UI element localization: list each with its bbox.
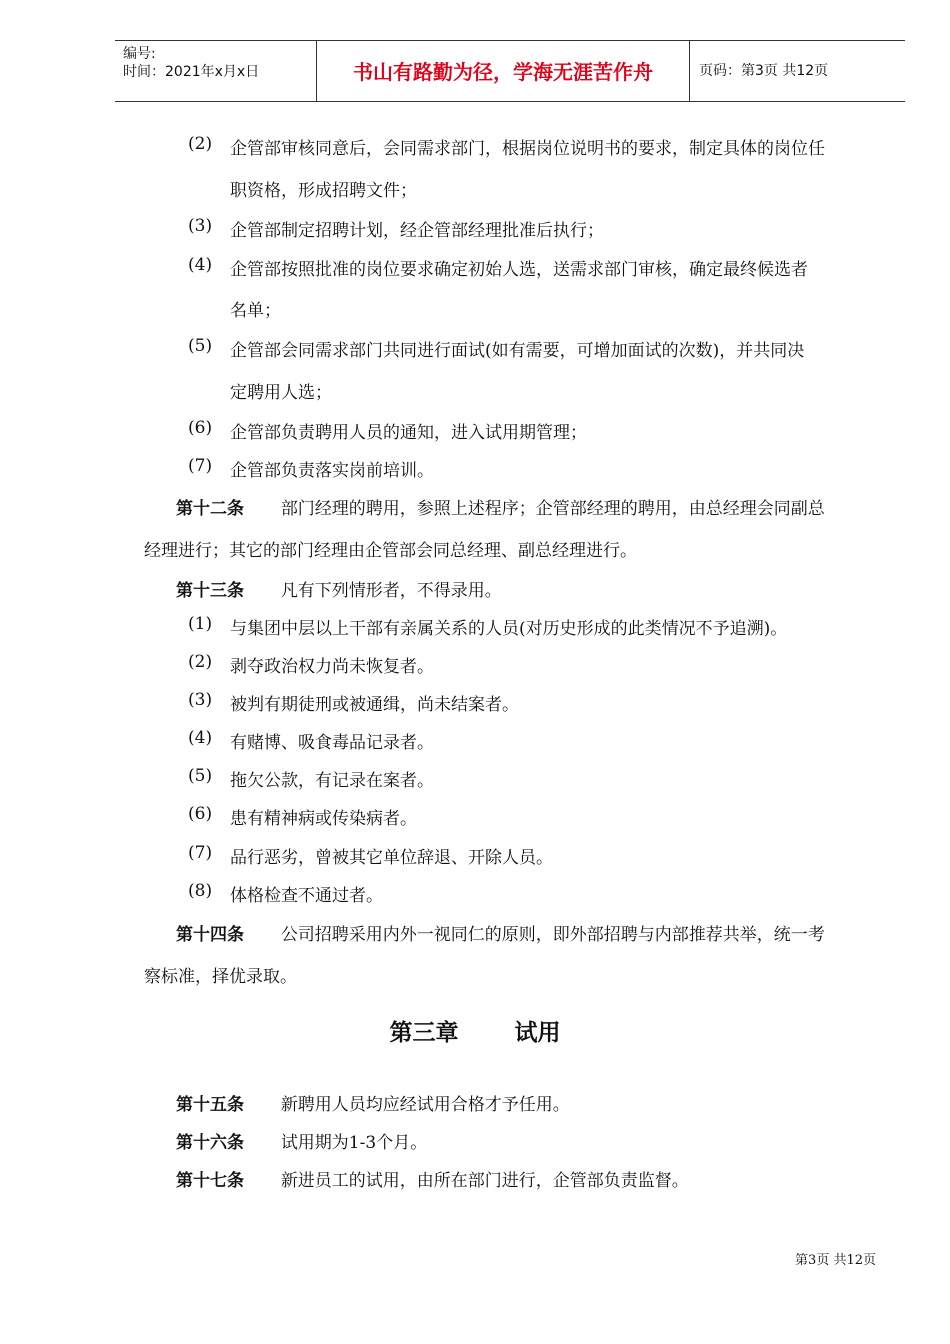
- list-item-number: (7): [188, 843, 213, 863]
- chapter-number: 第三章: [389, 1020, 459, 1046]
- list-item-text: 被判有期徒刑或被通缉，尚未结案者。: [230, 695, 519, 715]
- list-item-number: (2): [188, 652, 213, 672]
- article-text: 公司招聘采用内外一视同仁的原则，即外部招聘与内部推荐共举，统一考: [280, 925, 825, 945]
- serial-label: 编号:: [123, 46, 156, 62]
- article-text: 凡有下列情形者，不得录用。: [280, 581, 502, 601]
- article-title: 第十三条: [176, 581, 244, 601]
- chapter-heading: [0, 1014, 950, 1047]
- article-17: [176, 1166, 689, 1191]
- list-item-text: 有赌博、吸食毒品记录者。: [230, 733, 434, 753]
- article-12-continuation: 经理进行；其它的部门经理由企管部会同总经理、副总经理进行。: [144, 541, 637, 561]
- chapter-title: 试用: [514, 1020, 561, 1046]
- article-14: [176, 920, 825, 945]
- article-text: 新进员工的试用，由所在部门进行，企管部负责监督。: [280, 1171, 689, 1191]
- article-text: 部门经理的聘用，参照上述程序；企管部经理的聘用，由总经理会同副总: [280, 499, 825, 519]
- header-motto: 书山有路勤为径，学海无涯苦作舟: [353, 60, 653, 84]
- list-item-text: 拖欠公款，有记录在案者。: [230, 771, 434, 791]
- list-item-number: (8): [188, 881, 213, 901]
- list-item-number: (6): [188, 804, 213, 824]
- article-title: 第十四条: [176, 925, 244, 945]
- list-item-text: 企管部按照批准的岗位要求确定初始人选，送需求部门审核，确定最终候选者: [230, 260, 808, 280]
- list-item-number: (3): [188, 690, 213, 710]
- article-text: 试用期为1-3个月。: [280, 1133, 428, 1153]
- article-title: 第十七条: [176, 1171, 244, 1191]
- list-item-text: 与集团中层以上干部有亲属关系的人员(对历史形成的此类情况不予追溯)。: [230, 619, 788, 639]
- time-label: 时间：2021年x月x日: [123, 64, 260, 80]
- list-item-number: (5): [188, 336, 213, 356]
- list-item-number: (2): [188, 134, 213, 154]
- list-item-text: 企管部制定招聘计划，经企管部经理批准后执行；: [230, 221, 604, 241]
- list-item-continuation: 名单；: [230, 301, 281, 321]
- article-14-continuation: 察标准，择优录取。: [144, 967, 297, 987]
- list-item-number: (7): [188, 456, 213, 476]
- page-header: [115, 40, 905, 102]
- list-item-number: (4): [188, 728, 213, 748]
- list-item-text: 企管部负责落实岗前培训。: [230, 461, 434, 481]
- article-title: 第十二条: [176, 499, 244, 519]
- list-item-number: (6): [188, 418, 213, 438]
- article-12: [176, 494, 825, 519]
- article-15: [176, 1090, 570, 1115]
- article-title: 第十五条: [176, 1095, 244, 1115]
- list-item-number: (3): [188, 216, 213, 236]
- list-item-text: 企管部负责聘用人员的通知，进入试用期管理；: [230, 423, 587, 443]
- article-16: [176, 1128, 427, 1153]
- list-item-text: 剥夺政治权力尚未恢复者。: [230, 657, 434, 677]
- list-item-number: (4): [188, 255, 213, 275]
- list-item-text: 体格检查不通过者。: [230, 886, 383, 906]
- list-item-text: 企管部审核同意后，会同需求部门，根据岗位说明书的要求，制定具体的岗位任: [230, 139, 825, 159]
- list-item-text: 品行恶劣，曾被其它单位辞退、开除人员。: [230, 848, 553, 868]
- list-item-number: (1): [188, 614, 213, 634]
- list-item-text: 患有精神病或传染病者。: [230, 809, 417, 829]
- header-page-number: 页码：第3页 共12页: [699, 63, 829, 79]
- header-divider: [689, 41, 690, 101]
- article-title: 第十六条: [176, 1133, 244, 1153]
- article-13: [176, 576, 502, 601]
- list-item-continuation: 定聘用人选；: [230, 383, 332, 403]
- article-text: 新聘用人员均应经试用合格才予任用。: [280, 1095, 570, 1115]
- page-footer: 第3页 共12页: [795, 1253, 876, 1268]
- list-item-text: 企管部会同需求部门共同进行面试(如有需要，可增加面试的次数)，并共同决: [230, 341, 805, 361]
- list-item-continuation: 职资格，形成招聘文件；: [230, 181, 417, 201]
- list-item-number: (5): [188, 766, 213, 786]
- header-meta-cell: [115, 41, 315, 101]
